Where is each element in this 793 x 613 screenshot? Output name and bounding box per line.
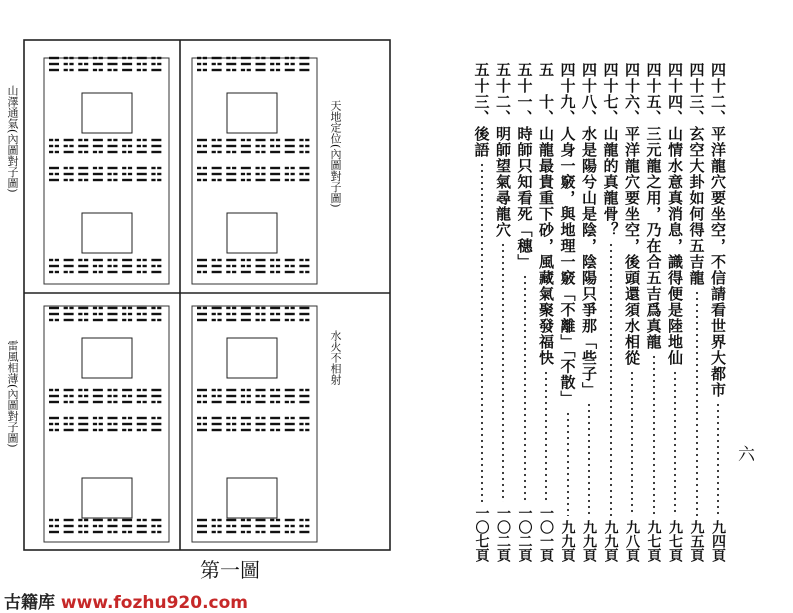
toc-entry <box>515 62 535 562</box>
toc-title: 四十九、人身一竅，與地理一竅「不離」「不散」 <box>558 62 577 407</box>
toc-leader-dots <box>545 370 547 502</box>
toc-page: 九七頁 <box>667 520 683 562</box>
toc-leader-dots <box>524 274 526 502</box>
toc-entry <box>622 62 642 562</box>
watermark <box>4 588 248 613</box>
toc-leader-dots <box>567 411 569 517</box>
toc-title: 四十二、平洋龍穴要坐空，不信請看世界大都市 <box>709 62 727 398</box>
toc-leader-dots <box>717 402 719 516</box>
toc-title: 五十二、明師望氣尋龍穴 <box>494 62 512 238</box>
toc-leader-dots <box>481 162 483 502</box>
toc-leader-dots <box>502 242 504 502</box>
toc-page: 一〇一頁 <box>538 506 554 562</box>
toc-title: 五十三、後語 <box>472 62 491 158</box>
figure-caption: 第一圖 <box>200 558 260 582</box>
toc-title: 四十六、平洋龍穴要坐空，後頭還須水相從 <box>623 62 641 366</box>
toc-page: 一〇二頁 <box>516 506 533 562</box>
toc-title: 五十一、時師只知看死「穗」 <box>515 62 534 270</box>
toc-page: 九八頁 <box>624 520 640 562</box>
toc-title: 四十三、玄空大卦如何得五吉龍 <box>687 62 706 286</box>
toc-title: 五 十、山龍最貴重下砂，風藏氣聚發福快 <box>537 62 555 366</box>
toc-entry <box>708 62 728 562</box>
toc-title: 四十八、水是陽兮山是陰，陰陽只爭那「些子」 <box>580 62 598 398</box>
toc-leader-dots <box>674 370 676 516</box>
toc-entry <box>687 62 707 562</box>
toc-entry <box>665 62 685 562</box>
toc-page: 九七頁 <box>645 520 662 562</box>
toc-page: 九九頁 <box>559 520 576 562</box>
toc-title: 四十七、山龍的真龍骨？ <box>601 62 620 238</box>
toc-entry <box>493 62 513 562</box>
side-label-water-fire: 水火不相射 <box>329 330 342 385</box>
toc-leader-dots <box>631 370 633 516</box>
toc-page: 一〇二頁 <box>495 506 511 562</box>
toc-page: 九四頁 <box>710 520 726 562</box>
page-number: 六 <box>738 445 755 465</box>
toc-entry <box>472 62 492 562</box>
side-label-mountain-lake: 山澤通氣(內圖對子圖) <box>6 85 19 193</box>
toc-leader-dots <box>696 290 698 516</box>
toc-page: 九九頁 <box>602 520 619 562</box>
toc-entry <box>536 62 556 562</box>
right-page <box>440 0 793 613</box>
toc-title: 四十四、山情水意真消息，識得便是陸地仙 <box>666 62 684 366</box>
toc-entry <box>644 62 664 562</box>
side-label-thunder-wind: 雷風相薄(內圖對子圖) <box>6 340 19 448</box>
toc-leader-dots <box>610 242 612 516</box>
toc-entry <box>558 62 578 562</box>
toc-page: 九五頁 <box>688 520 705 562</box>
toc-entry <box>579 62 599 562</box>
toc-title: 四十五、三元龍之用，乃在合五吉爲真龍 <box>644 62 663 350</box>
toc-entry <box>601 62 621 562</box>
watermark-domain: www.fozhu920.com <box>60 593 248 613</box>
toc-page: 一〇七頁 <box>473 506 490 562</box>
toc-page: 九九頁 <box>581 520 597 562</box>
side-label-heaven-earth: 天地定位(內圖對子圖) <box>329 100 342 208</box>
toc-leader-dots <box>588 402 590 516</box>
toc-leader-dots <box>653 354 655 516</box>
watermark-brand: 古籍库 <box>4 593 55 613</box>
